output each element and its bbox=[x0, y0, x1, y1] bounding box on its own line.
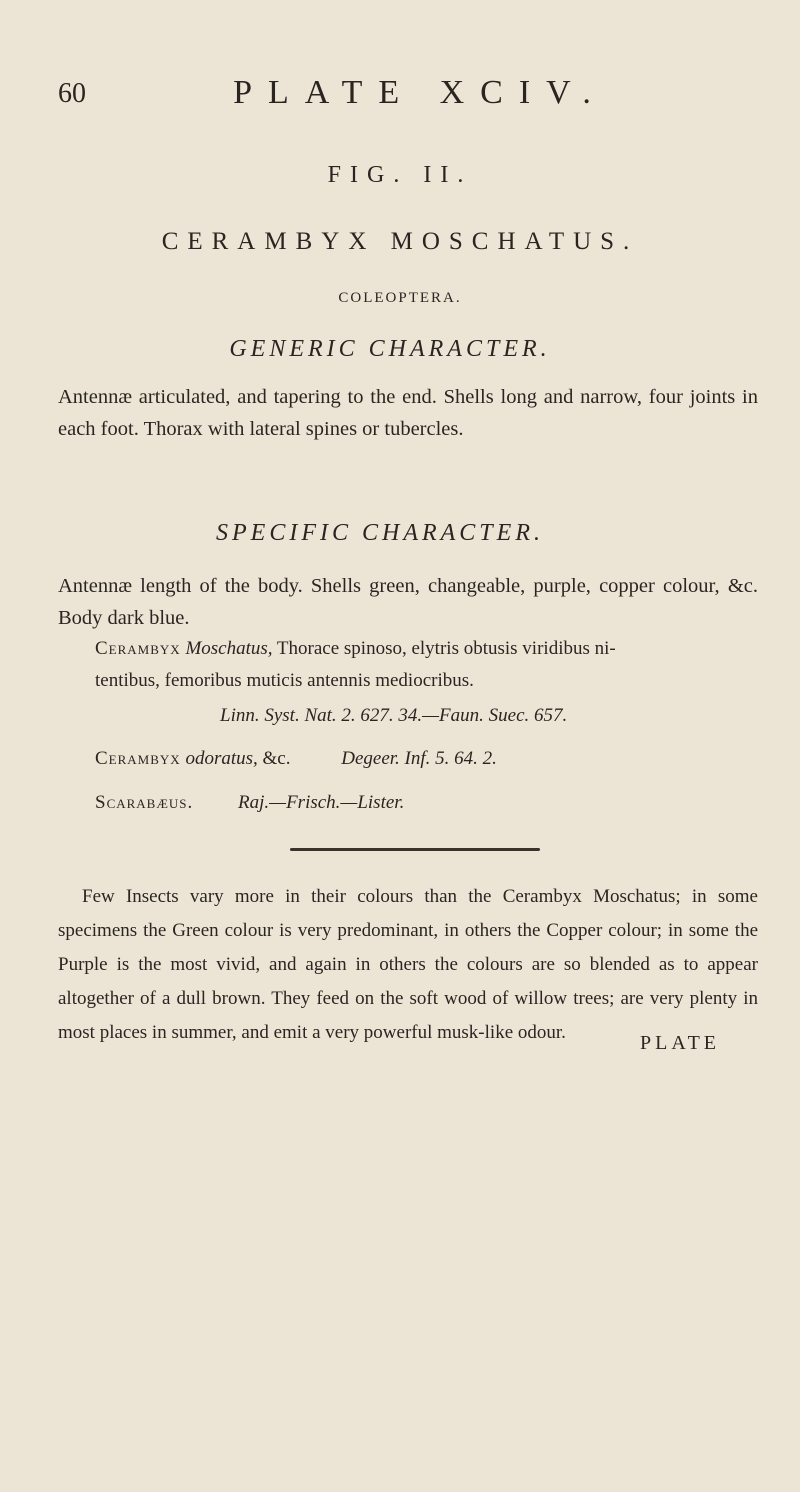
generic-character-text: Antennæ articulated, and tapering to the end. Shells long and narrow, four joints in each foot. Thorax with lateral spines or tubercles. bbox=[58, 386, 758, 440]
synonym-scarabaeus-reference: Raj.—Frisch.—Lister. bbox=[238, 792, 405, 813]
synonym-description: Thorace spinoso, elytris obtusis viridibus ni- bbox=[272, 638, 616, 659]
section-divider bbox=[290, 848, 540, 851]
synonym-linnaeus bbox=[95, 638, 616, 660]
description-paragraph: Few Insects vary more in their colours than the Cerambyx Moschatus; in some specimens the Green colour is very predominant, in others the Copper colour; in some the Purple is the most vivid, and again in others the colours are so blended as to appear altogether of a dull brown. They feed on the soft wood of willow trees; are very plenty in most places in summer, and emit a very powerful musk-like odour. bbox=[58, 886, 758, 1043]
plate-title: PLATE XCIV. bbox=[233, 74, 607, 111]
synonym-degeer-reference: Degeer. Inf. 5. 64. 2. bbox=[341, 748, 497, 769]
species-name: CERAMBYX MOSCHATUS. bbox=[161, 228, 639, 255]
synonym-linnaeus-reference: Linn. Syst. Nat. 2. 627. 34.—Faun. Suec. 657. bbox=[220, 705, 568, 726]
catchword: PLATE bbox=[640, 1032, 720, 1054]
synonym-genus: Cerambyx bbox=[95, 638, 181, 659]
generic-character-heading: GENERIC CHARACTER. bbox=[229, 336, 551, 362]
synonym-linnaeus-continued: tentibus, femoribus muticis antennis mediocribus. bbox=[95, 670, 474, 691]
synonym-etc: &c. bbox=[257, 748, 291, 769]
page-number: 60 bbox=[58, 78, 86, 109]
synonym-degeer bbox=[95, 748, 497, 770]
synonym-species: odoratus, bbox=[185, 748, 258, 769]
synonym-genus: Cerambyx bbox=[95, 748, 181, 769]
synonym-species: Moschatus, bbox=[185, 638, 273, 659]
synonym-scarabaeus bbox=[95, 792, 404, 814]
synonym-genus: Scarabæus. bbox=[95, 792, 194, 813]
figure-label: FIG. II. bbox=[327, 162, 473, 188]
specific-character-heading: SPECIFIC CHARACTER. bbox=[216, 520, 544, 546]
order-name: COLEOPTERA. bbox=[338, 290, 462, 306]
specific-character-text: Antennæ length of the body. Shells green, changeable, purple, copper colour, &c. Body dark blue. bbox=[58, 575, 758, 629]
